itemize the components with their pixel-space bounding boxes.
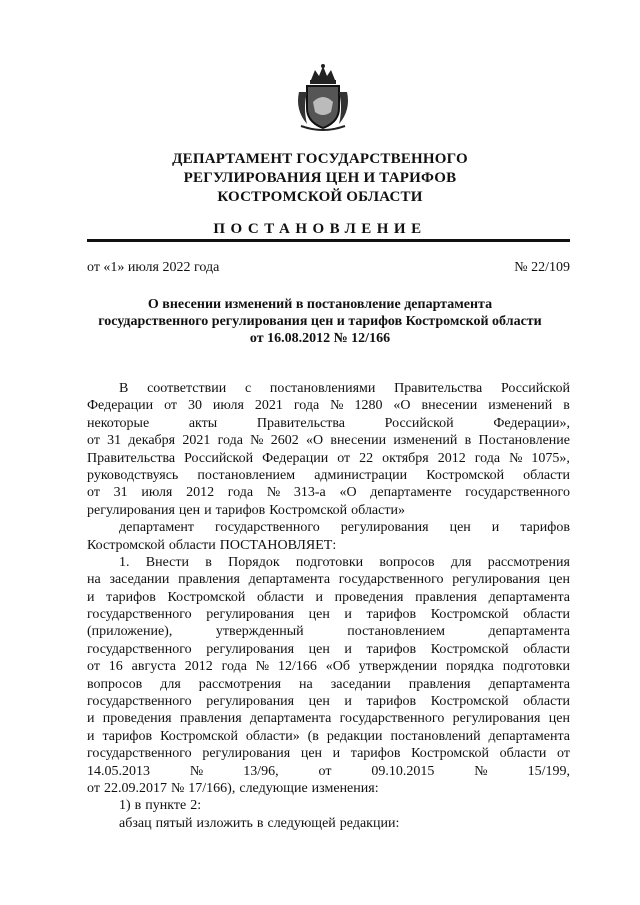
body-line: от 31 июля 2012 года № 313-а «О департаменте государственного: [87, 485, 570, 501]
body-line: (приложение), утвержденный постановлением департамента: [87, 624, 570, 640]
body-line: руководствуясь постановлением администрации Костромской области: [87, 467, 570, 483]
body-line: от 31 декабря 2021 года № 2602 «О внесении изменений в Постановление: [87, 433, 570, 449]
subject-line-2: государственного регулирования цен и тарифов Костромской области: [98, 314, 542, 329]
subject-line-3: от 16.08.2012 № 12/166: [249, 331, 391, 346]
subject-line-1: О внесении изменений в постановление департамента: [147, 297, 493, 312]
body-line: 1. Внести в Порядок подготовки вопросов для рассмотрения: [119, 554, 570, 570]
body-line: некоторые акты Правительства Российской Федерации»,: [87, 415, 570, 431]
body-line: вопросов для рассмотрения на заседании правления департамента: [87, 676, 570, 692]
document-type: ПОСТАНОВЛЕНИЕ: [213, 221, 427, 237]
body-line: государственного регулирования цен и тарифов Костромской области: [87, 641, 570, 657]
body-line: В соответствии с постановлениями Правительства Российской: [119, 381, 570, 396]
header-divider: [87, 239, 570, 242]
body-line: государственного регулирования цен и тарифов Костромской области: [87, 607, 570, 623]
body-line: государственного регулирования цен и тарифов Костромской области: [87, 694, 570, 710]
body-line: абзац пятый изложить в следующей редакции:: [119, 815, 400, 831]
document-date: от «1» июля 2022 года: [87, 260, 220, 275]
body-line: и тарифов Костромской области» (в редакции постановлений департамента: [87, 728, 570, 744]
document-body: [87, 380, 570, 832]
body-line: и тарифов Костромской области и проведения правления департамента: [87, 589, 570, 605]
kostroma-coat-of-arms-icon: [293, 62, 353, 132]
document-subject: [70, 296, 570, 347]
department-line-3: КОСТРОМСКОЙ ОБЛАСТИ: [217, 189, 423, 205]
body-line: Костромской области ПОСТАНОВЛЯЕТ:: [87, 537, 337, 553]
body-line: регулирования цен и тарифов Костромской области»: [87, 502, 405, 518]
body-line: 1) в пункте 2:: [119, 798, 202, 814]
body-line: Правительства Российской Федерации от 22 октября 2012 года № 1075»,: [87, 450, 570, 466]
body-line: от 16 августа 2012 года № 12/166 «Об утверждении порядка подготовки: [87, 659, 570, 675]
body-line: от 22.09.2017 № 17/166), следующие изменения:: [87, 780, 379, 796]
department-line-2: РЕГУЛИРОВАНИЯ ЦЕН И ТАРИФОВ: [183, 170, 457, 186]
body-line: государственного регулирования цен и тарифов Костромской области от: [87, 746, 570, 762]
body-line: Федерации от 30 июля 2021 года № 1280 «О внесении изменений в: [87, 398, 570, 414]
body-line: и проведения правления департамента государственного регулирования цен: [87, 711, 570, 727]
document-number: № 22/109: [514, 260, 570, 275]
department-name: [0, 150, 640, 207]
body-line: департамент государственного регулирования цен и тарифов: [119, 520, 570, 536]
body-line: на заседании правления департамента государственного регулирования цен: [87, 572, 570, 588]
department-line-1: ДЕПАРТАМЕНТ ГОСУДАРСТВЕННОГО: [172, 151, 468, 167]
body-line: 14.05.2013 № 13/96, от 09.10.2015 № 15/199,: [87, 763, 570, 779]
